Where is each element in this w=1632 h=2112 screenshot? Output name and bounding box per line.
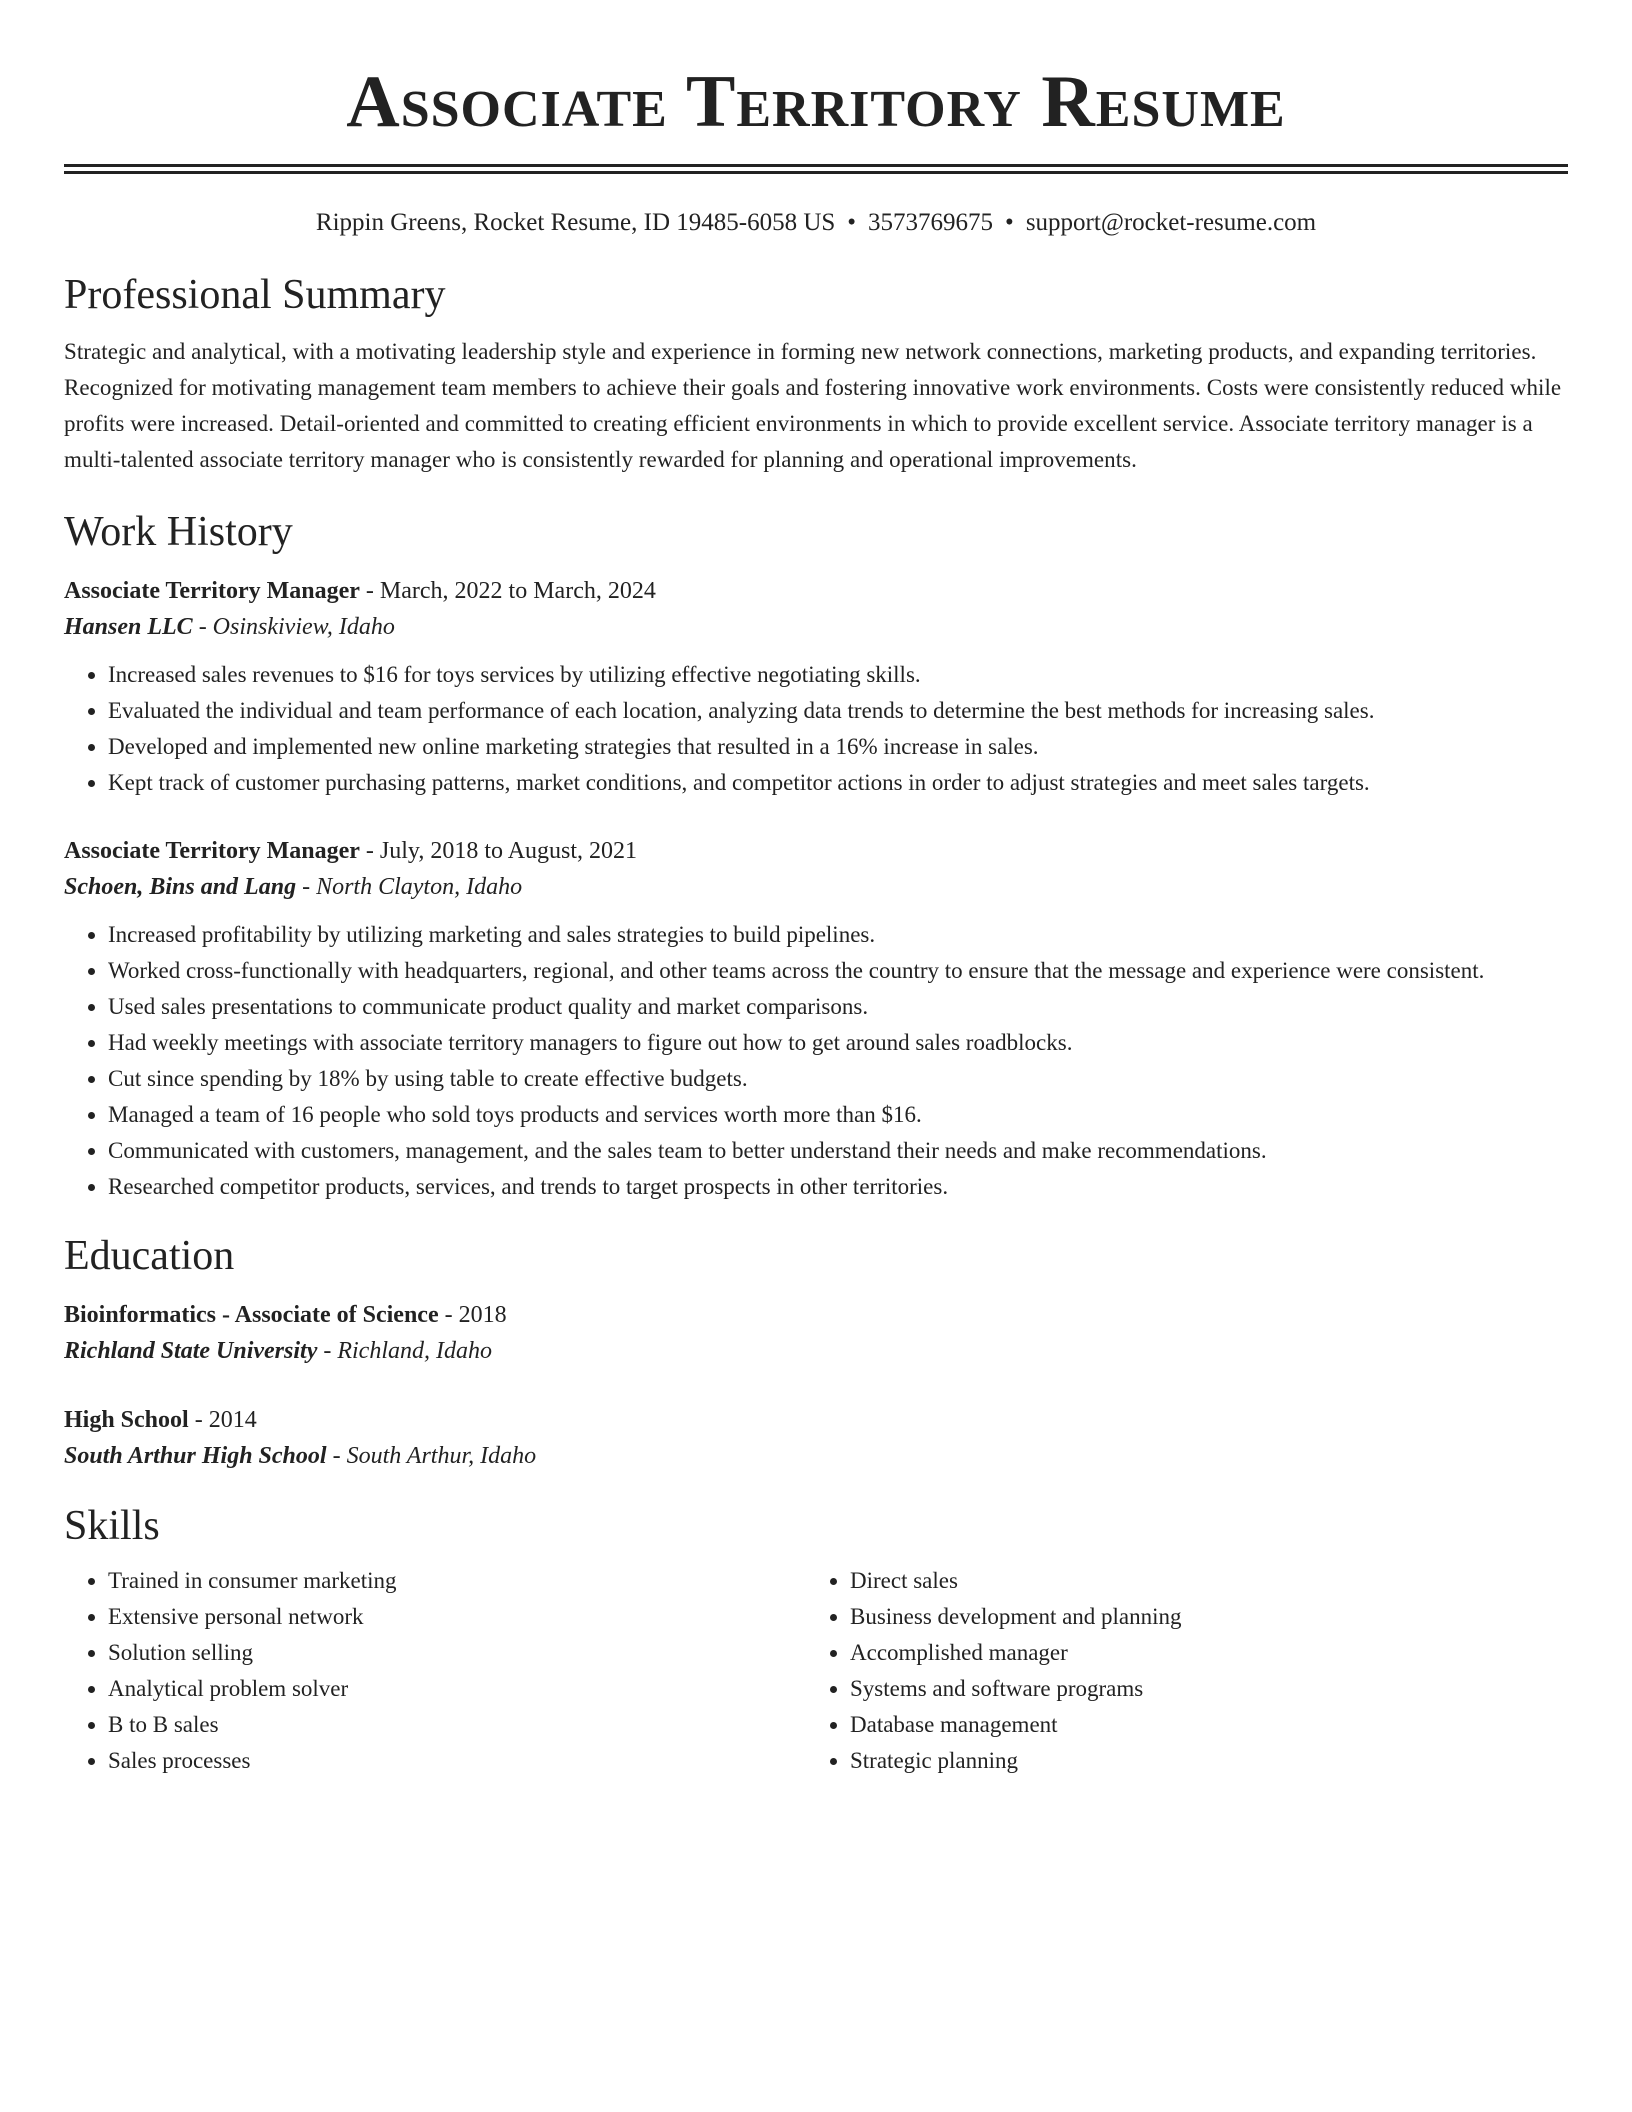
job-bullet: • Cut since spending by 18% by using table to create effective budgets.	[108, 1061, 1568, 1097]
contact-phone: 3573769675	[868, 209, 994, 236]
contact-separator: •	[1005, 209, 1014, 236]
contact-address: Rippin Greens, Rocket Resume, ID 19485-6058 US	[315, 209, 836, 236]
contact-line	[64, 207, 1568, 239]
resume-title: Associate Territory Resume	[346, 61, 1286, 143]
job-bullet: • Increased sales revenues to $16 for toys services by utilizing effective negotiating skills.	[108, 657, 1568, 693]
job-dates: - July, 2018 to August, 2021	[359, 838, 638, 864]
company-location: - North Clayton, Idaho	[296, 874, 523, 900]
skill-item: • Analytical problem solver	[108, 1671, 806, 1707]
skill-item: • Accomplished manager	[850, 1635, 1548, 1671]
skill-item: • Systems and software programs	[850, 1671, 1548, 1707]
skill-item: • Extensive personal network	[108, 1599, 806, 1635]
job-bullet: • Kept track of customer purchasing patterns, market conditions, and competitor actions in order to adjust strategies and meet sales targets.	[108, 765, 1568, 801]
degree-line	[64, 1297, 1568, 1333]
skill-item: • Solution selling	[108, 1635, 806, 1671]
job-dates: - March, 2022 to March, 2024	[359, 578, 656, 604]
job-bullet: • Worked cross-functionally with headquarters, regional, and other teams across the country to ensure that the message and experience were consistent.	[108, 953, 1568, 989]
education-entry	[64, 1402, 1568, 1474]
job-bullets	[64, 657, 1568, 801]
company-location: - Osinskiview, Idaho	[192, 614, 395, 640]
school-line	[64, 1333, 1568, 1369]
job-bullet: • Managed a team of 16 people who sold toys products and services worth more than $16.	[108, 1097, 1568, 1133]
summary-heading: Professional Summary	[64, 272, 446, 318]
skill-item: • B to B sales	[108, 1707, 806, 1743]
summary-text: Strategic and analytical, with a motivating leadership style and experience in forming new network connections, marketing products, and expanding territories. Recognized for motivating management team members to achieve their goals and fostering innovative work environments. Costs were consistently reduced while profits were increased. Detail-oriented and committed to creating efficient environments in which to provide excellent service. Associate territory manager is a multi-talented associate territory manager who is consistently rewarded for planning and operational improvements.	[64, 339, 1562, 472]
job-title: Associate Territory Manager	[64, 578, 360, 604]
skill-item: • Direct sales	[850, 1563, 1548, 1599]
skills-list-right	[806, 1563, 1548, 1779]
job-title-line	[64, 573, 1568, 609]
contact-separator: •	[847, 209, 857, 236]
skills-columns	[64, 1563, 1568, 1779]
skills-list-left	[64, 1563, 806, 1779]
skill-item: • Strategic planning	[850, 1743, 1548, 1779]
school-line	[64, 1438, 1568, 1474]
education-heading: Education	[64, 1233, 235, 1279]
skill-item: • Trained in consumer marketing	[108, 1563, 806, 1599]
job-bullet: • Used sales presentations to communicate product quality and market comparisons.	[108, 989, 1568, 1025]
job-bullet: • Researched competitor products, services, and trends to target prospects in other territories.	[108, 1169, 1568, 1205]
degree-year: - 2014	[188, 1407, 257, 1433]
school-name: Richland State University	[64, 1338, 318, 1364]
skill-item: • Sales processes	[108, 1743, 806, 1779]
job-bullet: • Communicated with customers, management, and the sales team to better understand their needs and make recommendations.	[108, 1133, 1568, 1169]
job-title: Associate Territory Manager	[64, 838, 360, 864]
degree-name: High School	[64, 1407, 189, 1433]
job-bullet: • Increased profitability by utilizing marketing and sales strategies to build pipelines.	[108, 917, 1568, 953]
degree-line	[64, 1402, 1568, 1438]
skill-item: • Database management	[850, 1707, 1548, 1743]
school-location: - South Arthur, Idaho	[326, 1443, 537, 1469]
job-bullet: • Developed and implemented new online marketing strategies that resulted in a 16% increase in sales.	[108, 729, 1568, 765]
company-name: Schoen, Bins and Lang	[64, 874, 297, 900]
contact-email: support@rocket-resume.com	[1025, 209, 1317, 236]
work-history-heading: Work History	[64, 509, 293, 555]
job-title-line	[64, 833, 1568, 869]
job-entry	[64, 833, 1568, 1205]
education-entry	[64, 1297, 1568, 1369]
job-bullets	[64, 917, 1568, 1205]
degree-name: Bioinformatics - Associate of Science	[64, 1302, 439, 1328]
school-name: South Arthur High School	[64, 1443, 327, 1469]
title-double-rule	[64, 164, 1568, 174]
degree-year: - 2018	[438, 1302, 507, 1328]
job-bullet: • Evaluated the individual and team performance of each location, analyzing data trends to determine the best methods for increasing sales.	[108, 693, 1568, 729]
company-line	[64, 609, 1568, 645]
job-entry	[64, 573, 1568, 801]
skill-item: • Business development and planning	[850, 1599, 1548, 1635]
company-line	[64, 869, 1568, 905]
skills-heading: Skills	[64, 1503, 160, 1549]
school-location: - Richland, Idaho	[317, 1338, 492, 1364]
job-bullet: • Had weekly meetings with associate territory managers to figure out how to get around sales roadblocks.	[108, 1025, 1568, 1061]
company-name: Hansen LLC	[64, 614, 193, 640]
